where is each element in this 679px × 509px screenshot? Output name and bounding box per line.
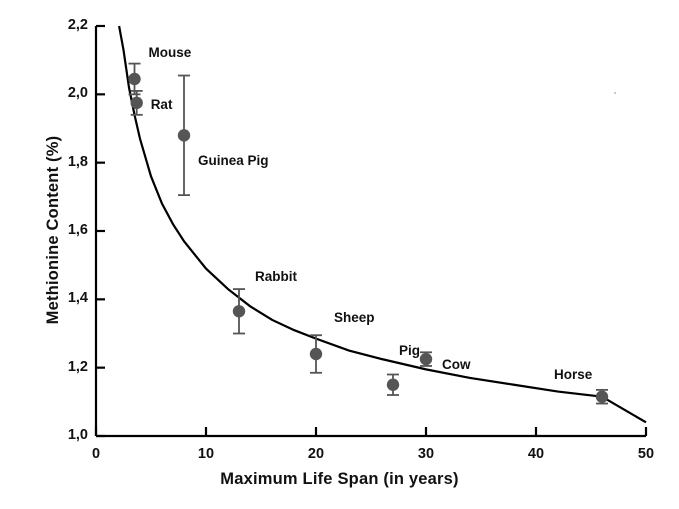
y-axis-title: Methionine Content (%) — [44, 135, 62, 325]
data-point-marker — [310, 348, 322, 360]
data-point — [420, 352, 432, 366]
data-point-label: Rabbit — [255, 269, 297, 285]
data-point-marker — [178, 129, 190, 141]
scan-speck — [614, 92, 616, 94]
y-tick-label: 1,6 — [67, 222, 88, 238]
data-point — [387, 375, 399, 396]
data-point-label: Cow — [442, 357, 471, 373]
x-tick-label: 0 — [91, 446, 101, 462]
y-axis-ticks — [96, 26, 105, 436]
data-point-label: Mouse — [148, 44, 192, 60]
y-tick-label: 2,2 — [67, 17, 88, 33]
y-tick-label: 1,0 — [67, 427, 88, 443]
data-point-label: Sheep — [334, 310, 375, 325]
x-tick-label: 50 — [637, 446, 655, 462]
data-point-label: Horse — [554, 366, 593, 382]
data-point-group — [128, 64, 608, 404]
y-tick-label: 1,4 — [67, 290, 88, 307]
data-point — [596, 390, 608, 404]
data-point-label: Rat — [150, 96, 173, 112]
data-point-marker — [387, 379, 399, 391]
data-point-marker — [596, 391, 608, 403]
y-tick-label: 1,8 — [67, 153, 88, 170]
data-point-marker — [128, 73, 140, 85]
data-point-marker — [131, 97, 143, 109]
y-tick-label: 1,2 — [67, 358, 88, 375]
x-tick-label: 30 — [417, 446, 435, 462]
x-axis-ticks — [96, 427, 646, 436]
x-tick-label: 40 — [527, 446, 545, 462]
data-point-marker — [233, 305, 245, 317]
data-point-label: Guinea Pig — [198, 153, 269, 169]
data-point — [178, 76, 190, 196]
y-tick-label: 2,0 — [67, 85, 88, 102]
x-axis-title: Maximum Life Span (in years) — [220, 470, 459, 488]
data-point-marker — [420, 353, 432, 365]
data-point-label: Pig — [399, 342, 421, 358]
data-point — [233, 289, 245, 333]
fit-curve — [119, 26, 646, 422]
x-tick-label: 20 — [307, 446, 325, 462]
x-tick-label: 10 — [197, 446, 215, 462]
